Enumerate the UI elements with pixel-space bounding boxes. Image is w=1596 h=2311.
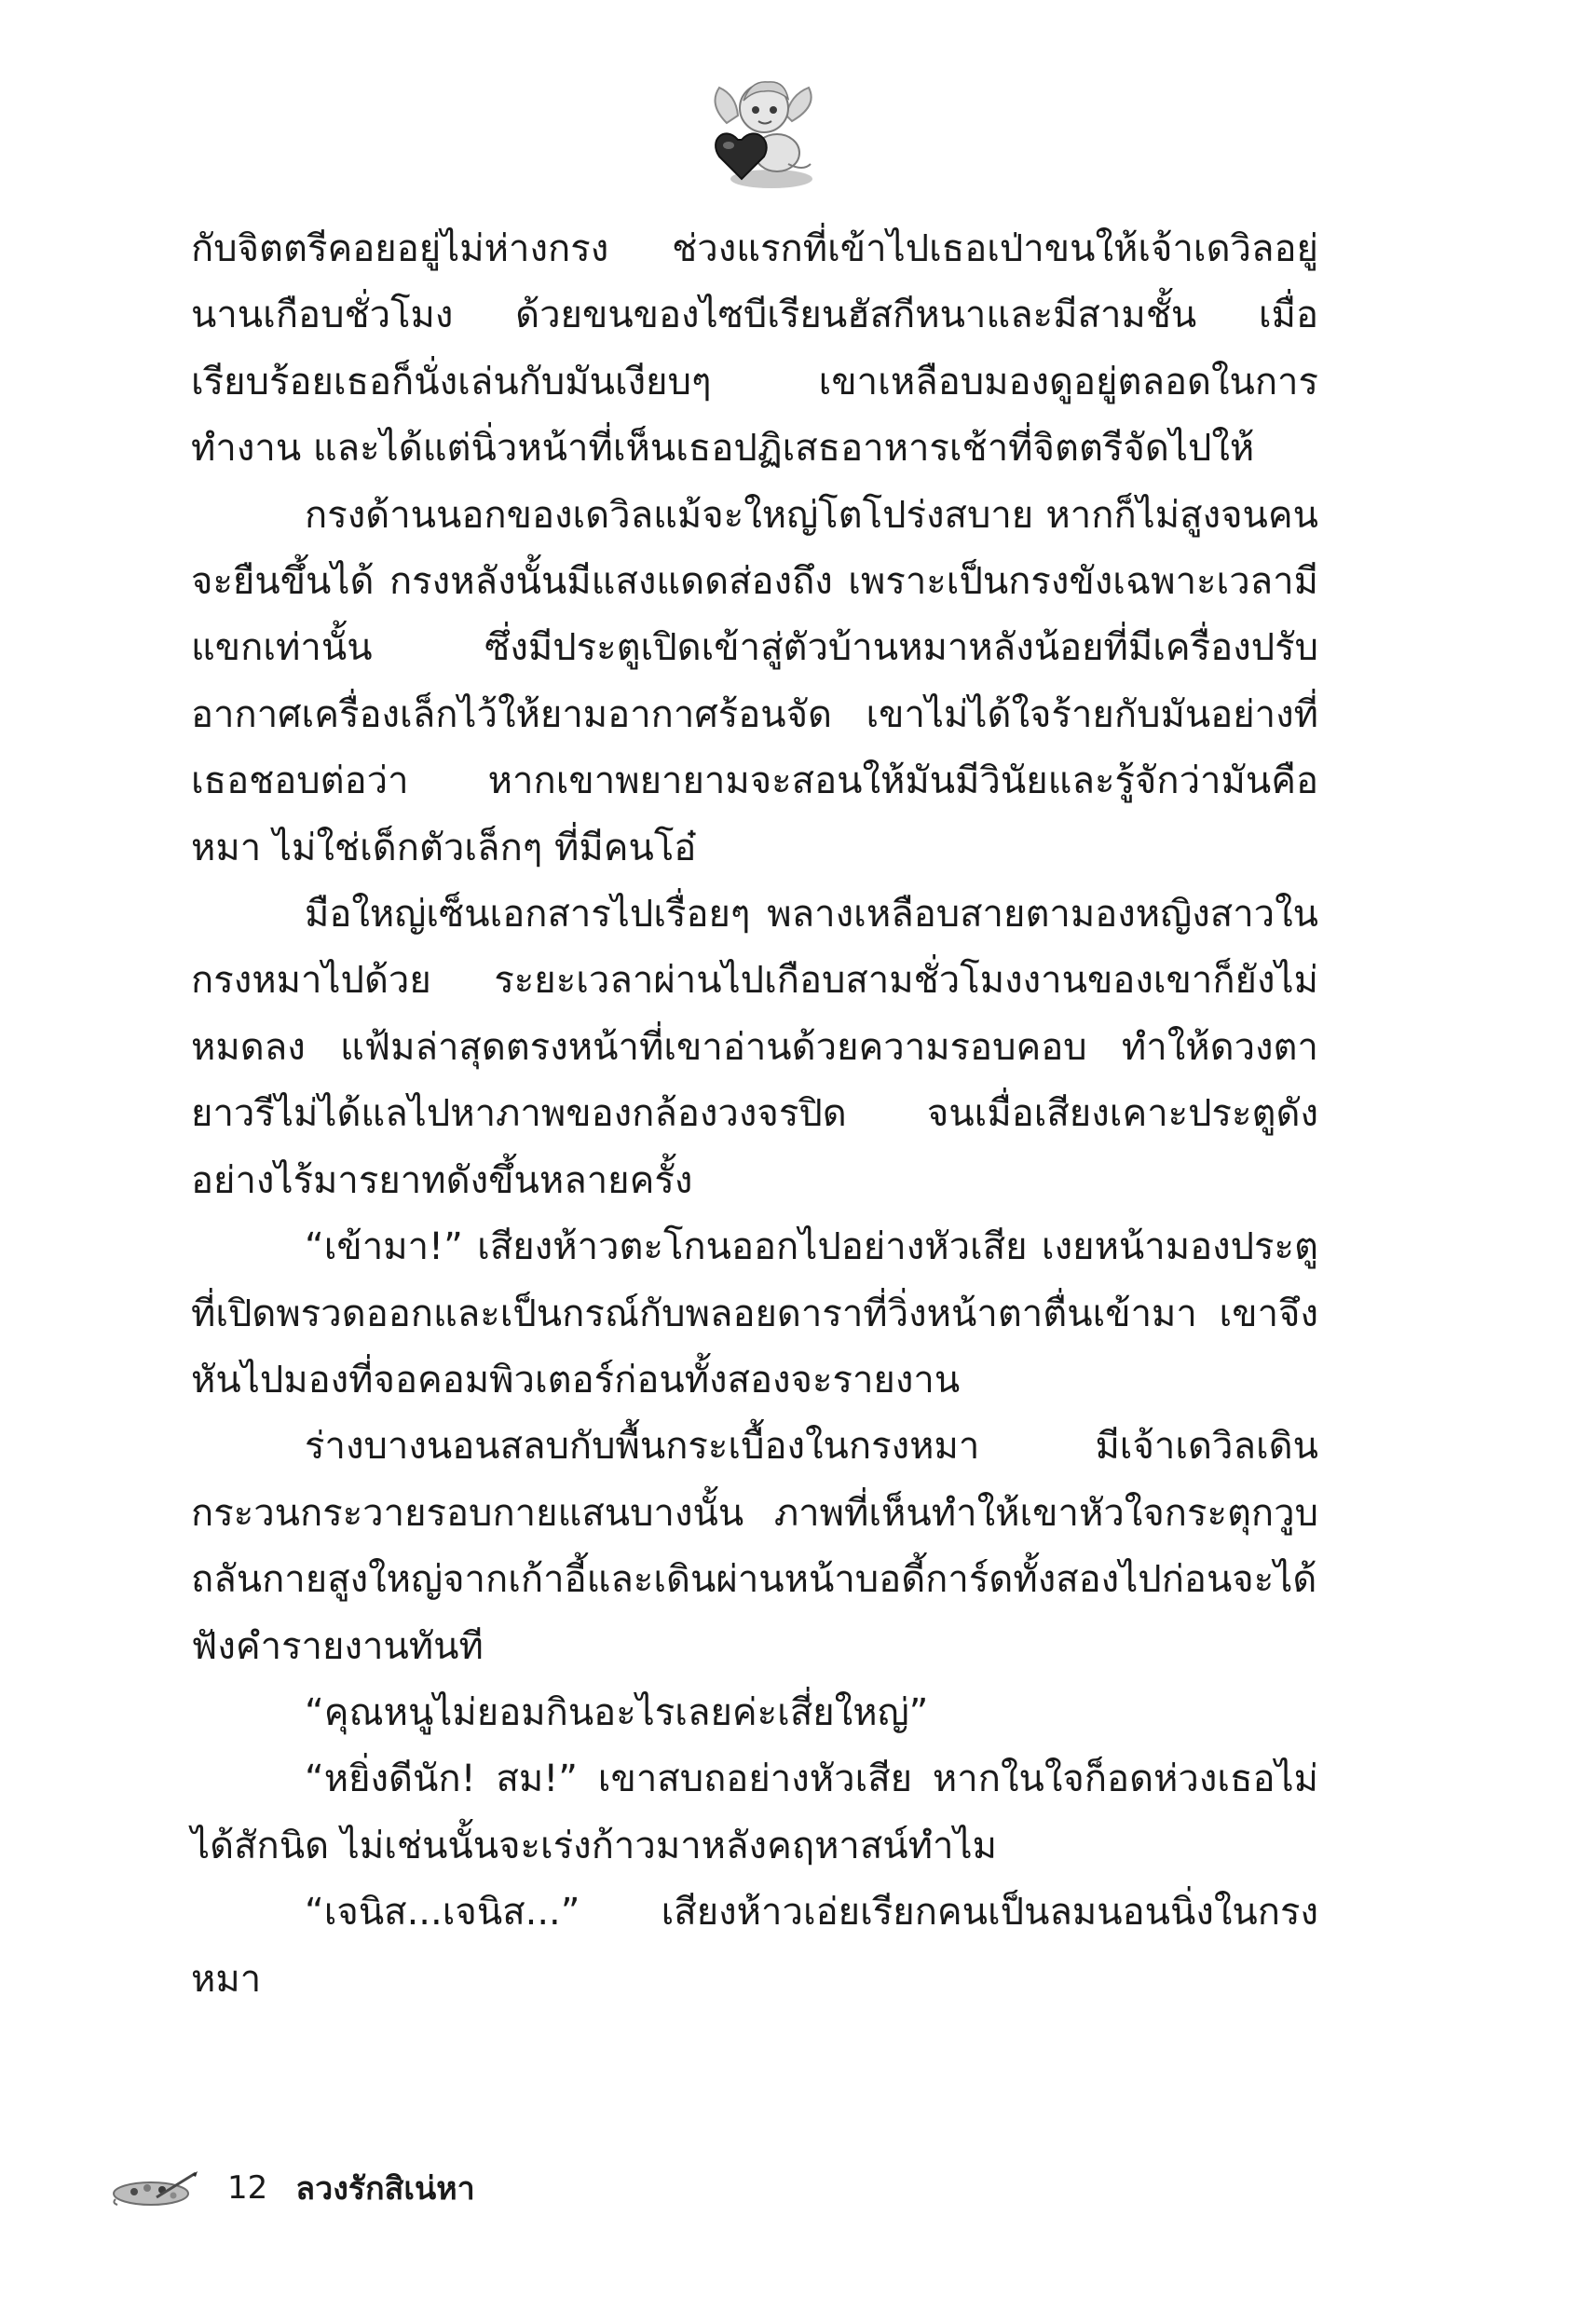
paragraph: “คุณหนูไม่ยอมกินอะไรเลยค่ะเสี่ยใหญ่” (305, 1690, 929, 1734)
paragraph: “หยิ่งดีนัก! สม!” เขาสบถอย่างหัวเสีย หากในใจก็อดห่วงเธอไม่ได้สักนิด ไม่เช่นนั้นจะเร่งก้าวมาหลังคฤหาสน์ทำไม (191, 1757, 1318, 1867)
palette-brush-icon (110, 2167, 199, 2208)
paragraph: “เจนิส...เจนิส...” เสียงห้าวเอ่ยเรียกคนเป็นลมนอนนิ่งในกรงหมา (191, 1891, 1318, 2001)
paragraph: กรงด้านนอกของเดวิลแม้จะใหญ่โตโปร่งสบาย หากก็ไม่สูงจนคนจะยืนขึ้นได้ กรงหลังนั้นมีแสงแดดส่องถึง เพราะเป็นกรงขังเฉพาะเวลามีแขกเท่านั้น ซึ่งมีประตูเปิดเข้าสู่ตัวบ้านหมาหลังน้อยที่มีเครื่องปรับอากาศเครื่องเล็กไว้ให้ยามอากาศร้อนจัด เขาไม่ได้ใจร้ายกับมันอย่างที่เธอชอบต่อว่า หากเขาพยายามจะสอนให้มันมีวินัยและรู้จักว่ามันคือหมา ไม่ใช่เด็กตัวเล็กๆ ที่มีคนโอ๋ (191, 493, 1318, 869)
body-text (191, 216, 1318, 2013)
paragraph: กับจิตตรีคอยอยู่ไม่ห่างกรง ช่วงแรกที่เข้าไปเธอเป่าขนให้เจ้าเดวิลอยู่นานเกือบชั่วโมง ด้วยขนของไซบีเรียนฮัสกีหนาและมีสามชั้น เมื่อเรียบร้อยเธอก็นั่งเล่นกับมันเงียบๆ เขาเหลือบมองดูอยู่ตลอดในการทำงาน และได้แต่นิ่วหน้าที่เห็นเธอปฏิเสธอาหารเช้าที่จิตตรีจัดไปให้ (191, 227, 1318, 471)
paragraph: ร่างบางนอนสลบกับพื้นกระเบื้องในกรงหมา มีเจ้าเดวิลเดินกระวนกระวายรอบกายแสนบางนั้น ภาพที่เห็นทำให้เขาหัวใจกระตุกวูบถลันกายสูงใหญ่จากเก้าอี้และเดินผ่านหน้าบอดี้การ์ดทั้งสองไปก่อนจะได้ฟังคำรายงานทันที (191, 1425, 1318, 1668)
paragraph: “เข้ามา!” เสียงห้าวตะโกนออกไปอย่างหัวเสีย เงยหน้ามองประตูที่เปิดพรวดออกและเป็นกรณ์กับพลอยดาราที่วิ่งหน้าตาตื่นเข้ามา เขาจึงหันไปมองที่จอคอมพิวเตอร์ก่อนทั้งสองจะรายงาน (191, 1225, 1318, 1402)
page-number: 12 (227, 2169, 268, 2207)
page-footer (110, 2164, 475, 2212)
cupid-with-heart-icon (699, 67, 825, 193)
book-title: ลวงรักสิเน่หา (295, 2170, 475, 2208)
paragraph: มือใหญ่เซ็นเอกสารไปเรื่อยๆ พลางเหลือบสายตามองหญิงสาวในกรงหมาไปด้วย ระยะเวลาผ่านไปเกือบสามชั่วโมงงานของเขาก็ยังไม่หมดลง แฟ้มล่าสุดตรงหน้าที่เขาอ่านด้วยความรอบคอบ ทำให้ดวงตายาวรีไม่ได้แลไปหาภาพของกล้องวงจรปิด จนเมื่อเสียงเคาะประตูดังอย่างไร้มารยาทดังขึ้นหลายครั้ง (191, 893, 1318, 1202)
